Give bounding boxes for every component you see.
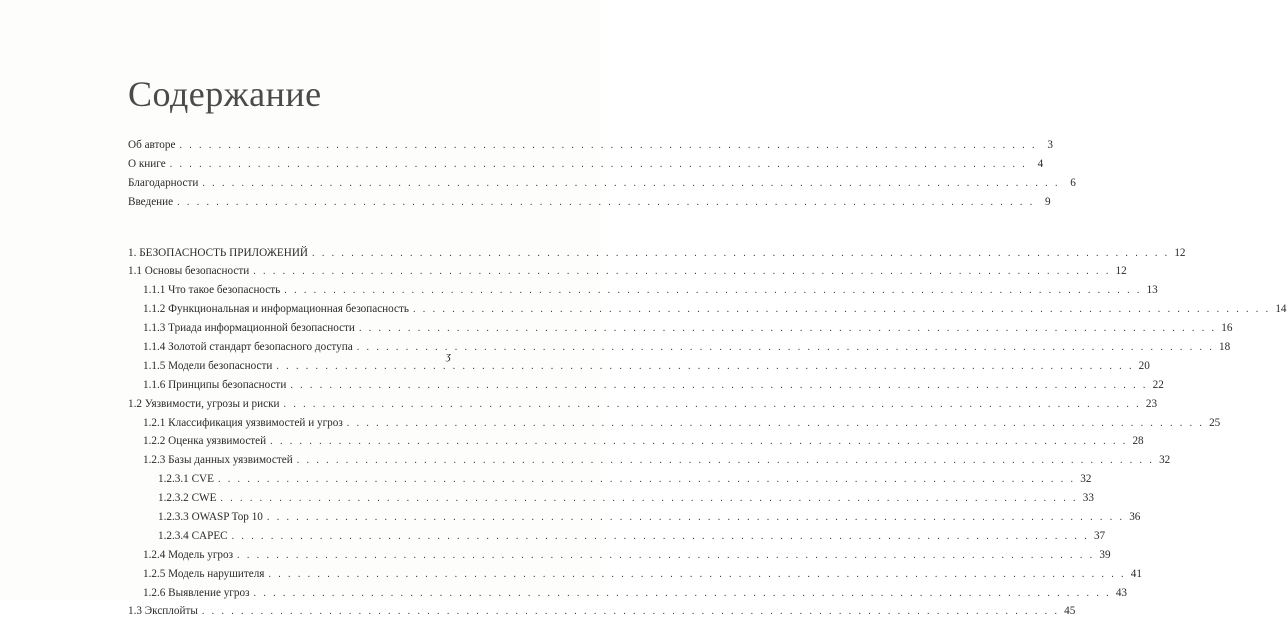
toc-entry	[128, 546, 1111, 565]
dot-leader	[284, 282, 1142, 301]
toc-entry-title: 1.2.1 Классификация уязвимостей и угроз	[143, 416, 343, 429]
toc-entry	[128, 136, 1053, 155]
toc-entry-title: 1.1.1 Что такое безопасность	[143, 284, 281, 297]
toc-entry	[128, 357, 1150, 376]
dot-leader	[254, 585, 1112, 604]
toc-entry	[128, 489, 1094, 508]
toc-entry-page: 33	[1082, 492, 1094, 505]
dot-leader	[347, 415, 1205, 434]
toc-entry	[128, 262, 1127, 281]
toc-entry-page: 25	[1209, 416, 1221, 429]
dot-leader	[220, 490, 1078, 509]
toc-entry-page: 4	[1037, 157, 1044, 170]
dot-leader	[202, 175, 1060, 194]
toc-entry	[128, 602, 1076, 621]
dot-leader	[276, 358, 1134, 377]
toc-entry-title: 1.2.3 Базы данных уязвимостей	[143, 454, 293, 467]
toc-entry-page: 12	[1115, 265, 1127, 278]
toc-entry-page: 32	[1159, 454, 1171, 467]
toc-entry-page: 20	[1138, 359, 1150, 372]
toc-entry-page: 3	[1047, 139, 1053, 151]
toc-entry-page: 28	[1132, 435, 1144, 448]
toc-entry-title: 1.2.3.2 CWE	[158, 492, 217, 505]
toc-entry-title: 1.2.4 Модель угроз	[143, 548, 234, 561]
toc-entry-title: 1.2.5 Модель нарушителя	[143, 567, 265, 580]
pen-mark: ʒ	[446, 350, 451, 362]
toc-entry-page: 45	[1064, 605, 1076, 618]
dot-leader	[218, 471, 1076, 490]
toc-entry-page: 23	[1145, 397, 1158, 410]
toc-entry-title: 1.2.3.1 CVE	[158, 473, 214, 486]
dot-leader	[297, 452, 1155, 471]
toc-entry	[128, 451, 1171, 470]
toc-entry	[128, 470, 1092, 489]
toc-entry-title: 1.1.6 Принципы безопасности	[143, 378, 287, 391]
dot-leader	[179, 137, 1037, 156]
dot-leader	[359, 320, 1217, 339]
toc-entry-page: 18	[1219, 341, 1231, 354]
toc-entry-title: 1.1 Основы безопасности	[128, 265, 250, 278]
toc-entry-page: 14	[1275, 303, 1287, 316]
toc-entry-page: 39	[1099, 548, 1111, 561]
dot-leader	[232, 528, 1090, 547]
dot-leader	[413, 301, 1271, 320]
toc-entry-title: О книге	[128, 157, 166, 170]
toc-entry-title: 1.1.4 Золотой стандарт безопасного доступа	[143, 341, 353, 354]
toc-entry-page: 32	[1080, 473, 1092, 486]
toc-entry-page: 36	[1129, 511, 1141, 524]
dot-leader	[253, 263, 1111, 282]
toc-entry-title: 1.1.2 Функциональная и информационная безопасность	[143, 303, 409, 316]
toc-entry	[128, 414, 1221, 433]
toc-entry-page: 6	[1070, 176, 1076, 189]
toc-entry	[128, 508, 1141, 527]
dot-leader	[267, 509, 1125, 528]
toc-entry-page: 13	[1146, 284, 1158, 297]
toc-entry	[128, 338, 1231, 357]
toc-entry-title: Введение	[128, 195, 174, 208]
toc-entry-page: 43	[1115, 586, 1128, 599]
dot-leader	[177, 194, 1035, 213]
toc-entry-page: 16	[1221, 322, 1233, 335]
toc-entry-page: 22	[1152, 378, 1164, 391]
table-of-contents	[128, 136, 1287, 621]
dot-leader	[202, 603, 1060, 622]
dot-leader	[268, 566, 1126, 585]
dot-leader	[170, 156, 1028, 175]
toc-entry	[128, 319, 1233, 338]
toc-entry-page: 37	[1093, 529, 1106, 542]
toc-entry-title: Благодарности	[128, 176, 199, 189]
toc-entry-title: 1.1.5 Модели безопасности	[143, 359, 273, 372]
dot-leader	[290, 377, 1148, 396]
toc-entry	[128, 432, 1144, 451]
toc-entry	[128, 155, 1044, 174]
toc-entry-title: 1.2.2 Оценка уязвимостей	[143, 435, 267, 448]
toc-entry	[128, 376, 1164, 395]
toc-entry-title: 1. БЕЗОПАСНОСТЬ ПРИЛОЖЕНИЙ	[128, 246, 309, 259]
toc-entry	[128, 193, 1051, 212]
dot-leader	[237, 547, 1095, 566]
toc-entry-title: 1.3 Эксплойты	[128, 605, 198, 618]
section-spacer	[128, 212, 488, 244]
dot-leader	[357, 339, 1215, 358]
toc-entry	[128, 527, 1106, 546]
toc-entry	[128, 174, 1076, 193]
toc-entry	[128, 281, 1158, 300]
page-title: Содержание	[128, 74, 322, 114]
toc-entry-page: 12	[1174, 246, 1186, 259]
toc-entry	[128, 565, 1142, 584]
dot-leader	[312, 245, 1170, 264]
toc-entry-title: 1.1.3 Триада информационной безопасности	[143, 322, 355, 335]
dot-leader	[284, 396, 1142, 415]
toc-entry-title: 1.2.3.3 OWASP Top 10	[158, 511, 263, 524]
toc-entry	[128, 300, 1287, 319]
toc-entry-title: 1.2.6 Выявление угроз	[143, 586, 250, 599]
toc-entry-title: 1.2 Уязвимости, угрозы и риски	[128, 397, 280, 410]
dot-leader	[270, 433, 1128, 452]
toc-entry-title: 1.2.3.4 CAPEC	[158, 529, 228, 542]
toc-entry	[128, 584, 1128, 603]
toc-entry-page: 41	[1130, 567, 1142, 580]
toc-entry	[128, 395, 1158, 414]
toc-entry-title: Об авторе	[128, 139, 176, 151]
toc-entry	[128, 244, 1186, 263]
toc-entry-page: 9	[1045, 195, 1051, 208]
